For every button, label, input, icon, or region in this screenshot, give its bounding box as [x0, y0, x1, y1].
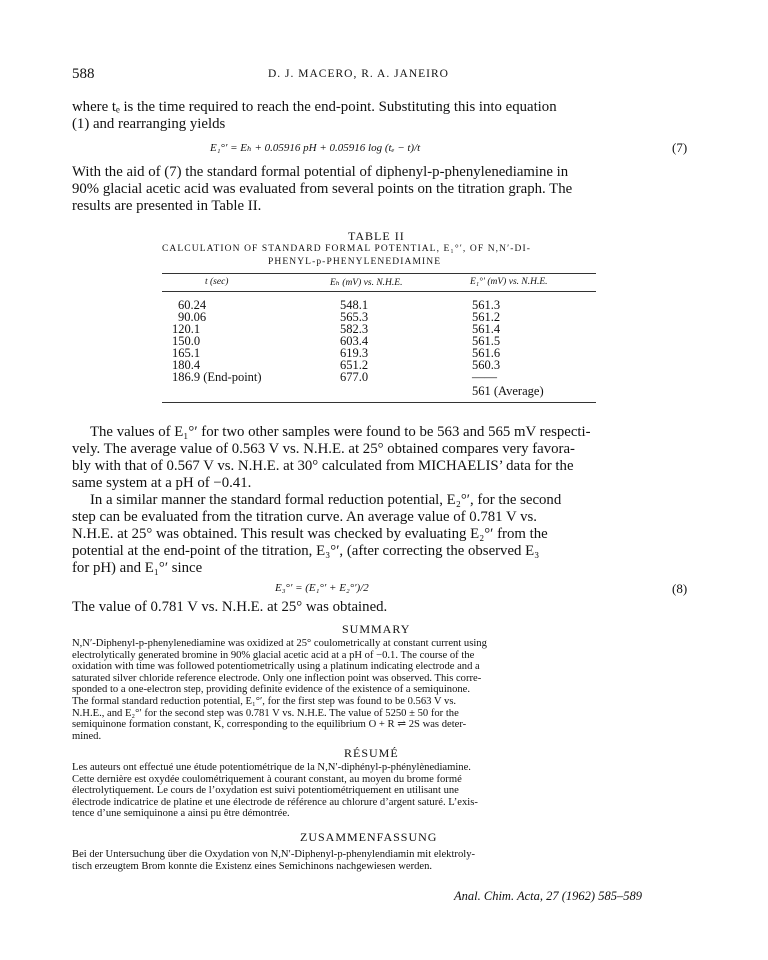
table-cell: 561.4	[472, 322, 501, 336]
table-bottom-rule	[162, 402, 596, 403]
table-cell: 120.1	[172, 322, 201, 336]
summary-line-8: semiquinone formation constant, K, corresponding to the equilibrium O + R ⇌ 2S was deter-	[72, 719, 467, 731]
table-header-e1: E₁°′ (mV) vs. N.H.E.	[470, 277, 548, 287]
para3-line-3: bly with that of 0.567 V vs. N.H.E. at 30° calculated from MICHAELIS’ data for the	[72, 458, 574, 474]
table-cell: 60.24	[178, 298, 207, 312]
table-cell: 561.6	[472, 346, 501, 360]
table-caption-line-1: CALCULATION OF STANDARD FORMAL POTENTIAL, E₁°′, OF N,N′-DI-	[162, 244, 532, 254]
table-cell: ——	[472, 370, 497, 384]
summary-line-3: oxidation with time was followed potentiometrically using a platinum indicating electrode and a	[72, 661, 480, 673]
running-header-authors: D. J. MACERO, R. A. JANEIRO	[268, 68, 449, 80]
table-cell: 561.3	[472, 298, 501, 312]
para2-line-2: 90% glacial acetic acid was evaluated from several points on the titration graph. The	[72, 181, 573, 197]
table-header-rule	[162, 291, 596, 292]
summary-line-5: sponded to a one-electron step, providing definite evidence of the existence of a semiquinone.	[72, 684, 471, 696]
zusammenfassung-line-1: Bei der Untersuchung über die Oxydation von N,N′-Diphenyl-p-phenylendiamin mit elektroly-	[72, 849, 476, 860]
summary-line-2: electrolytically generated bromine in 90% glacial acetic acid at a pH of −0.1. The course of the	[72, 649, 475, 661]
intro-line-1: where tₑ is the time required to reach the end-point. Substituting this into equation	[72, 99, 557, 115]
para3-line-4: same system at a pH of −0.41.	[72, 475, 252, 491]
table-cell: 186.9 (End-point)	[172, 370, 262, 384]
para4-line-2: step can be evaluated from the titration curve. An average value of 0.781 V vs.	[72, 509, 537, 525]
resume-heading: RÉSUMÉ	[344, 746, 399, 760]
intro-line-2: (1) and rearranging yields	[72, 116, 226, 132]
table-cell: 565.3	[340, 310, 369, 324]
equation-8-number: (8)	[672, 581, 688, 596]
table-title: TABLE II	[348, 229, 405, 243]
table-cell: 180.4	[172, 358, 201, 372]
table-cell: 561.2	[472, 310, 501, 324]
table-cell: 619.3	[340, 346, 369, 360]
table-cell: 150.0	[172, 334, 201, 348]
resume-line-1: Les auteurs ont effectué une étude potentiométrique de la N,N′-diphényl-p-phénylènediamine.	[72, 762, 471, 773]
resume-line-3: électrolytiquement. Le cours de l’oxydation est suivi potentiométriquement en utilisant une	[72, 785, 459, 797]
table-cell: 651.2	[340, 358, 369, 372]
para3-line-2: vely. The average value of 0.563 V vs. N.H.E. at 25° obtained compares very favora-	[72, 441, 575, 457]
equation-7-number: (7)	[672, 140, 688, 155]
table-cell: 603.4	[340, 334, 369, 348]
para4-line-1: In a similar manner the standard formal reduction potential, E₂°′, for the second	[90, 492, 562, 508]
table-caption-line-2: PHENYL-p-PHENYLENEDIAMINE	[268, 257, 442, 267]
para3-line-1: The values of E₁°′ for two other samples were found to be 563 and 565 mV respecti-	[90, 424, 591, 440]
table-cell: 165.1	[172, 346, 201, 360]
table-header-eh: Eₕ (mV) vs. N.H.E.	[330, 278, 403, 288]
table-cell: 560.3	[472, 358, 501, 372]
summary-line-6: The formal standard reduction potential, E₁°′, for the first step was found to be 0.563 V vs.	[72, 696, 457, 707]
summary-line-1: N,N′-Diphenyl-p-phenylenediamine was oxidized at 25° coulometrically at constant current using	[72, 638, 487, 649]
table-cell: 90.06	[178, 310, 207, 324]
table-average: 561 (Average)	[472, 384, 544, 398]
zusammenfassung-line-2: tisch erzeugtem Brom konnte die Existenz eines Semichinons nachgewiesen werden.	[72, 860, 433, 872]
resume-line-4: électrode indicatrice de platine et une électrode de référence au chlorure d’argent saturé. L’exis-	[72, 796, 478, 808]
table-top-rule	[162, 273, 596, 274]
equation-7: E₁°′ = Eₕ + 0.05916 pH + 0.05916 log (tₑ − t)/t	[210, 142, 421, 154]
table-cell: 548.1	[340, 298, 369, 312]
para4-line-4: potential at the end-point of the titration, E₃°′, (after correcting the observed E₃	[72, 543, 540, 559]
para4-line-5: for pH) and E₁°′ since	[72, 560, 203, 576]
summary-line-9: mined.	[72, 730, 102, 742]
resume-line-2: Cette dernière est oxydée coulométriquement à courant constant, au moyen du brome formé	[72, 773, 462, 785]
summary-heading: SUMMARY	[342, 622, 411, 636]
zusammenfassung-heading: ZUSAMMENFASSUNG	[300, 830, 438, 844]
summary-line-4: saturated silver chloride reference electrode. Only one inflection point was observed. This corre-	[72, 672, 482, 684]
equation-8: E₃°′ = (E₁°′ + E₂°′)/2	[275, 582, 369, 594]
table-cell: 561.5	[472, 334, 501, 348]
page-number: 588	[72, 66, 95, 82]
journal-citation: Anal. Chim. Acta, 27 (1962) 585–589	[454, 889, 642, 903]
summary-line-7: N.H.E., and E₂°′ for the second step was 0.781 V vs. N.H.E. The value of 5250 ± 50 for the	[72, 707, 459, 719]
resume-line-5: tence d’une semiquinone a ainsi pu être démontrée.	[72, 808, 290, 820]
table-cell: 677.0	[340, 370, 369, 384]
para2-line-1: With the aid of (7) the standard formal potential of diphenyl-p-phenylenediamine in	[72, 164, 569, 180]
table-header-t: t (sec)	[205, 277, 229, 287]
para5-line: The value of 0.781 V vs. N.H.E. at 25° was obtained.	[72, 599, 388, 615]
table-cell: 582.3	[340, 322, 369, 336]
para4-line-3: N.H.E. at 25° was obtained. This result was checked by evaluating E₂°′ from the	[72, 526, 548, 542]
para2-line-3: results are presented in Table II.	[72, 198, 262, 214]
